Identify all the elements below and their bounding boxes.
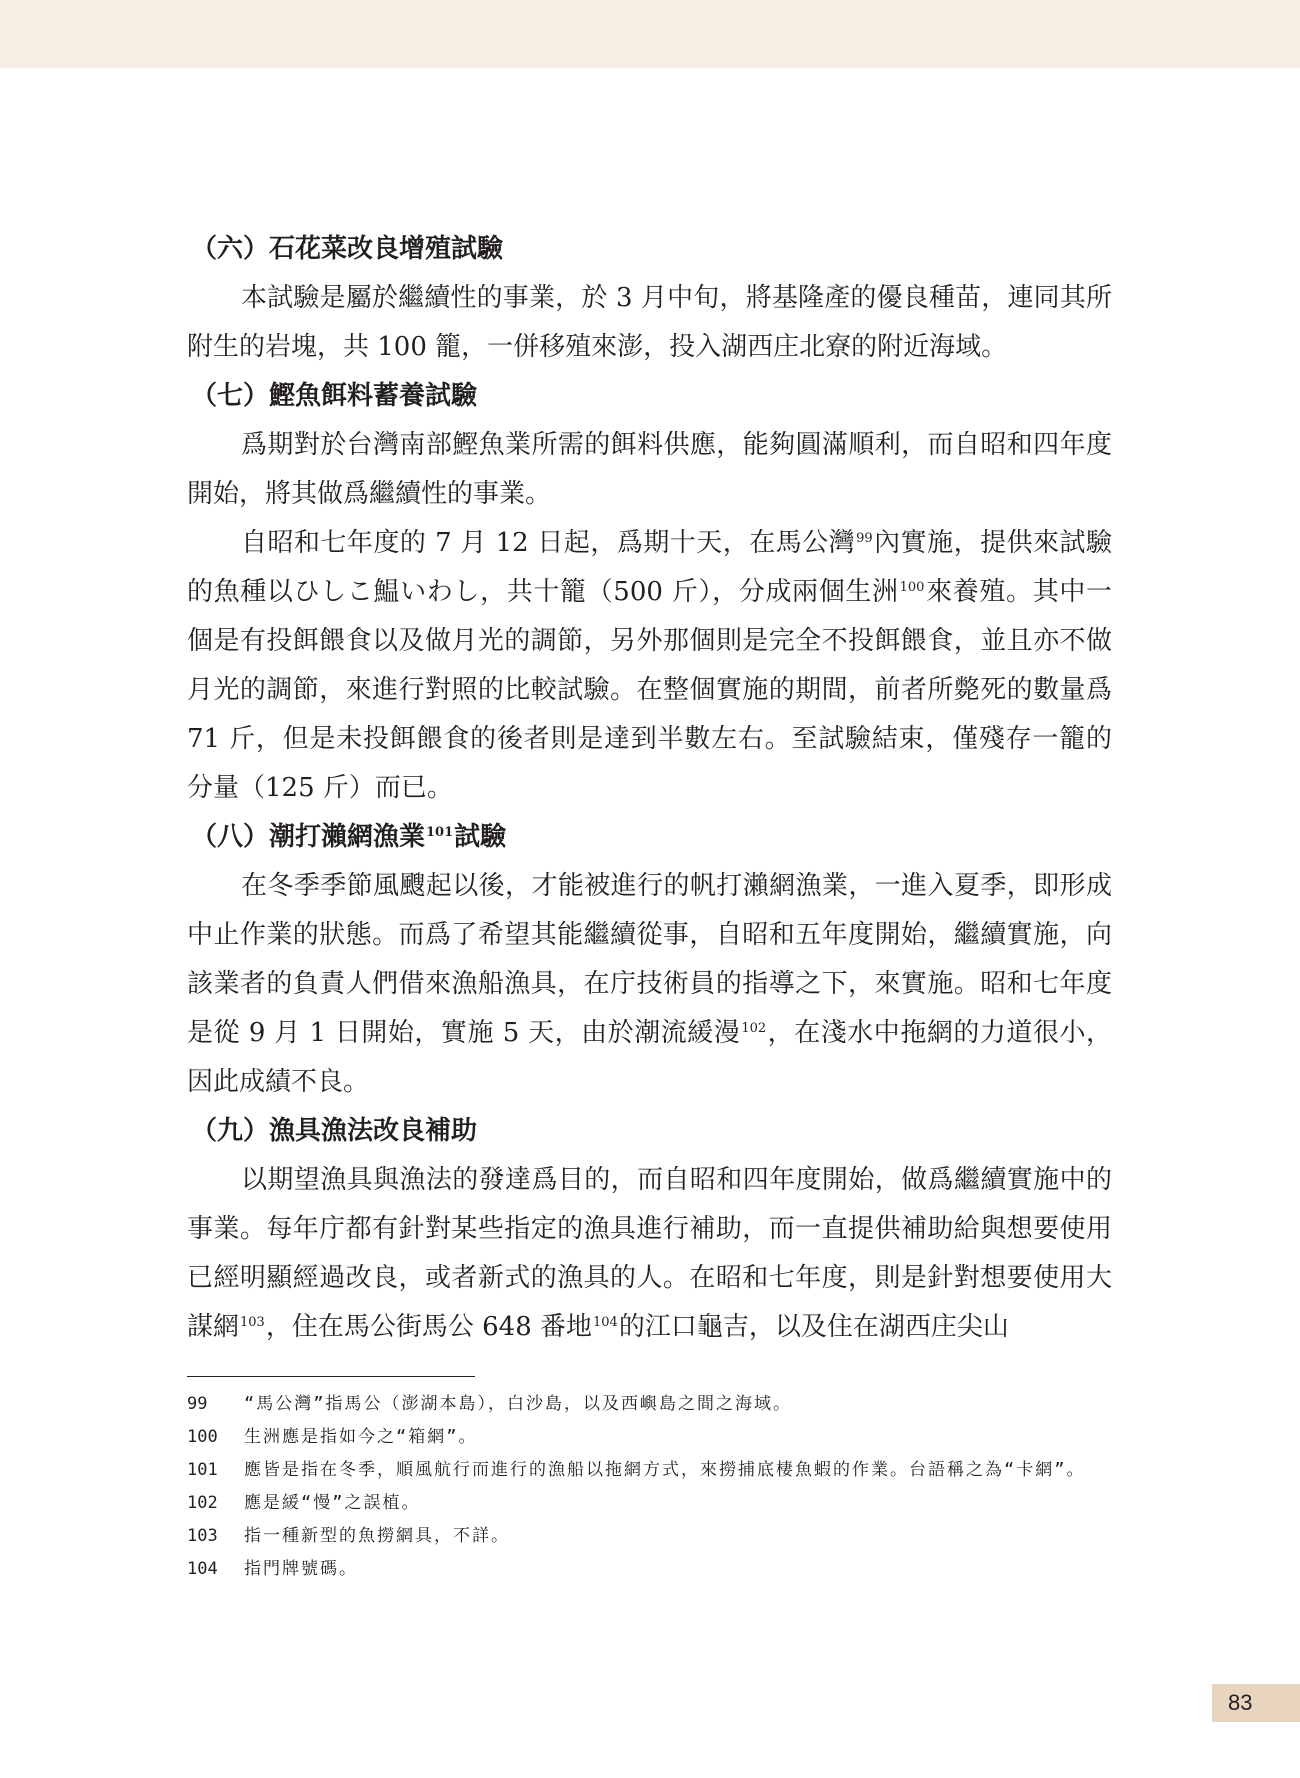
footnote-ref-101: 101 [426,825,454,840]
footnote-ref-102: 102 [741,1021,767,1036]
top-band [0,0,1300,68]
footnote-text: 應皆是指在冬季，順風航行而進行的漁船以拖網方式，來撈捕底棲魚蝦的作業。台語稱之為“卡網”。 [244,1460,1086,1480]
footnote-ref-104: 104 [593,1315,618,1330]
footnotes [187,1388,1112,1586]
footnote-number: 100 [187,1427,218,1447]
footnote-number: 101 [187,1460,218,1480]
paragraph: 本試驗是屬於繼續性的事業，於 3 月中旬，將基隆產的優良種苗，連同其所附生的岩塊，共 100 籠，一併移殖來澎，投入湖西庄北寮的附近海域。 [187,283,1112,362]
section-heading-9: （九）漁具漁法改良補助 [191,1116,478,1146]
footnote-102 [187,1487,1112,1520]
footnote-number: 102 [187,1493,218,1513]
footnote-text: 生洲應是指如今之“箱網”。 [244,1427,478,1447]
footnote-ref-99: 99 [856,531,873,546]
section-heading-8: （八）潮打瀨網漁業$^{101}$試驗 [191,822,507,852]
paragraph: 以期望漁具與漁法的發達爲目的，而自昭和四年度開始，做爲繼續實施中的事業。每年庁都有針對某些指定的漁具進行補助，而一直提供補助給與想要使用已經明顯經過改良，或者新式的漁具的人。在昭和七年度，則是針對想要使用大謀網$^{103}$，住在馬公街馬公 648 番地$^{104}$的江口龜吉，以及住在湖西庄尖山 [187,1165,1112,1342]
footnote-number: 99 [187,1394,208,1414]
footnote-text: 指一種新型的魚撈網具，不詳。 [244,1526,510,1546]
footnote-text: “馬公灣”指馬公（澎湖本島），白沙島，以及西嶼島之間之海域。 [244,1394,792,1414]
footnote-ref-100: 100 [899,580,925,595]
footnote-text: 指門牌號碼。 [244,1559,358,1579]
footnote-number: 104 [187,1559,218,1579]
paragraph: 爲期對於台灣南部鰹魚業所需的餌料供應，能夠圓滿順利，而自昭和四年度開始，將其做爲繼續性的事業。 [187,430,1112,509]
paragraph: 在冬季季節風颼起以後，才能被進行的帆打瀨網漁業，一進入夏季，即形成中止作業的狀態。而爲了希望其能繼續從事，自昭和五年度開始，繼續實施，向該業者的負責人們借來漁船漁具，在庁技術員的指導之下，來實施。昭和七年度是從 9 月 1 日開始，實施 5 天，由於潮流緩漫$^{102}$，在淺水中拖網的力道很小，因此成績不良。 [187,871,1112,1097]
footnote-number: 103 [187,1526,218,1546]
section-heading-7: （七）鰹魚餌料蓄養試驗 [191,381,478,411]
footnote-103 [187,1520,1112,1553]
footnote-text: 應是緩“慢”之誤植。 [244,1493,421,1513]
page-number-tab [1212,1684,1300,1722]
footnote-ref-103: 103 [240,1315,265,1330]
paragraph: 自昭和七年度的 7 月 12 日起，爲期十天，在馬公灣$^{99}$內實施，提供來試驗的魚種以ひしこ鰛いわし，共十籠（500 斤），分成兩個生洲$^{100}$來養殖。其中一個是有投餌餵食以及做月光的調節，另外那個則是完全不投餌餵食，並且亦不做月光的調節，來進行對照的比較試驗。在整個實施的期間，前者所斃死的數量爲 71 斤，但是未投餌餵食的後者則是達到半數左右。至試驗結束，僅殘存一籠的分量（125 斤）而已。 [187,528,1112,803]
section-heading-6: （六）石花菜改良增殖試驗 [191,234,504,264]
footnote-100 [187,1421,1112,1454]
footnote-104 [187,1553,1112,1586]
footnote-99 [187,1388,1112,1421]
page-body [187,225,1112,1352]
footnote-divider [187,1376,475,1377]
footnote-101 [187,1454,1112,1487]
page-number: 83 [1228,1690,1253,1715]
